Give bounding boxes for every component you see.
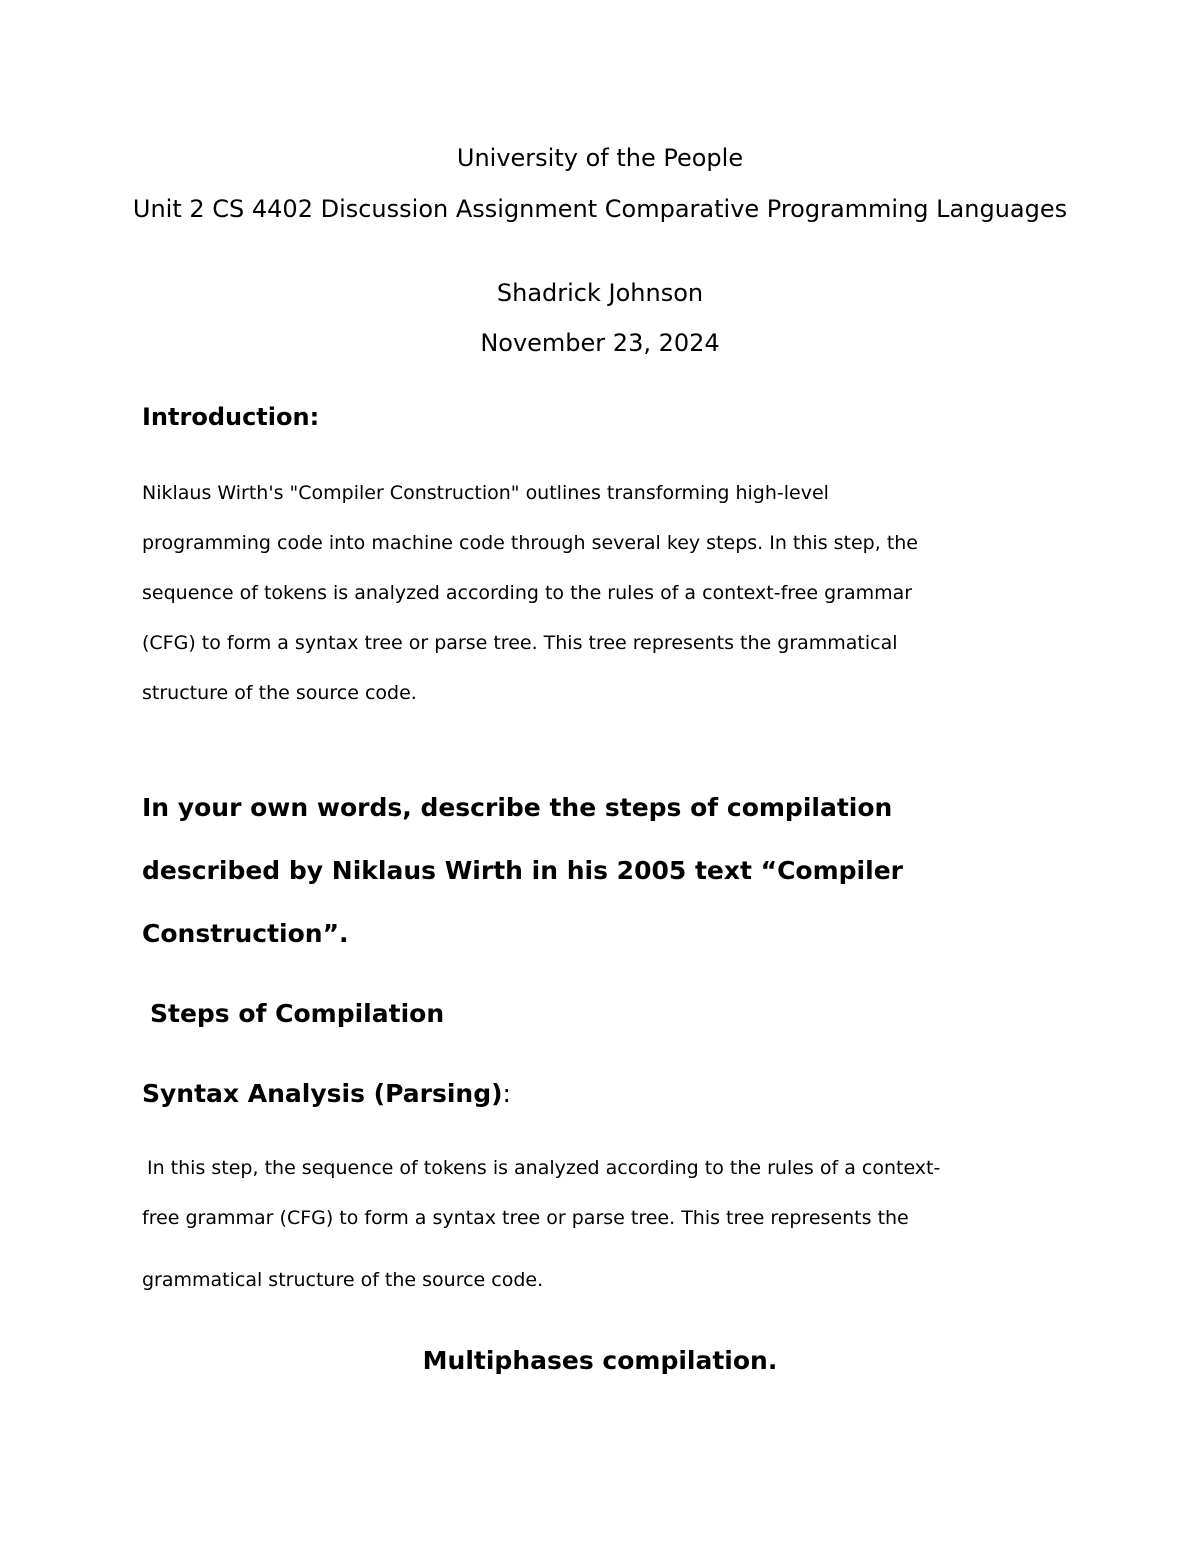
introduction-heading: Introduction: [142,403,320,431]
steps-heading: Steps of Compilation [150,999,445,1028]
paragraph-line: In this step, the sequence of tokens is analyzed according to the rules of a context- [147,1157,941,1179]
paragraph-line: sequence of tokens is analyzed according to the rules of a context-free grammar [142,582,913,604]
paragraph-line: programming code into machine code through several key steps. In this step, the [142,532,918,554]
paragraph-line: free grammar (CFG) to form a syntax tree or parse tree. This tree represents the [142,1207,909,1229]
introduction-paragraph [142,468,918,718]
question-line: In your own words, describe the steps of compilation [142,793,893,822]
paragraph-line: structure of the source code. [142,682,417,704]
institution-name: University of the People [456,144,744,172]
syntax-analysis-heading [142,1076,511,1112]
course-title: Unit 2 CS 4402 Discussion Assignment Comparative Programming Languages [132,195,1068,223]
paragraph-line: Niklaus Wirth's "Compiler Construction" outlines transforming high-level [142,482,829,504]
question-line: Construction”. [142,919,349,948]
syntax-heading-colon: : [502,1079,511,1108]
document-date: November 23, 2024 [480,329,720,357]
syntax-heading-text: Syntax Analysis (Parsing) [142,1079,503,1108]
paragraph-line: grammatical structure of the source code. [142,1269,544,1291]
paragraph-line: (CFG) to form a syntax tree or parse tree. This tree represents the grammatical [142,632,898,654]
syntax-analysis-paragraph [142,1143,940,1305]
multiphase-heading: Multiphases compilation. [422,1346,778,1375]
question-line: described by Niklaus Wirth in his 2005 text “Compiler [142,856,903,885]
author-name: Shadrick Johnson [496,279,704,307]
question-heading [142,776,903,965]
